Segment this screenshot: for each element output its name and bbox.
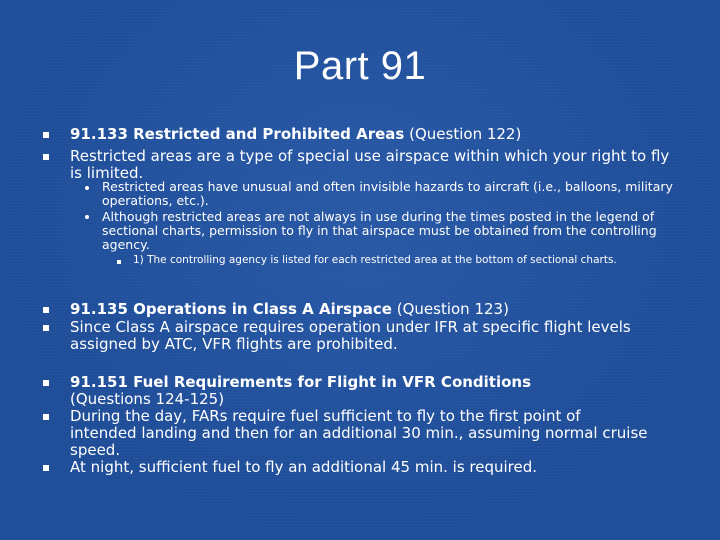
square-bullet-icon — [43, 307, 49, 313]
sub-bullet-text: Restricted areas have unusual and often invisible hazards to aircraft (i.e., balloons, military operations, etc.). — [102, 179, 673, 208]
square-bullet-icon — [43, 380, 49, 386]
section-number-title: 91.151 Fuel Requirements for Flight in VFR Conditions — [70, 373, 532, 391]
square-bullet-icon — [43, 465, 49, 471]
section-question-ref: (Question 122) — [404, 125, 522, 143]
square-bullet-icon — [43, 414, 49, 420]
section-question-ref: (Questions 124-125) — [70, 390, 225, 408]
round-bullet-icon — [85, 186, 89, 190]
square-bullet-icon — [43, 325, 49, 331]
section-number-title: 91.135 Operations in Class A Airspace — [70, 300, 392, 318]
bullet-text: Restricted areas are a type of special use airspace within which your right to fly is limited. — [70, 147, 670, 182]
bullet-text: At night, sufficient fuel to fly an additional 45 min. is required. — [70, 458, 538, 476]
section-question-ref: (Question 123) — [391, 300, 509, 318]
bullet-text: During the day, FARs require fuel sufficient to fly to the first point of intended landing and then for an additional 30 min., assuming normal cruise speed. — [70, 407, 648, 459]
slide-title: Part 91 — [293, 44, 427, 88]
square-bullet-icon — [43, 154, 49, 160]
sub-sub-bullet-text: 1) The controlling agency is listed for each restricted area at the bottom of sectional charts. — [133, 254, 617, 266]
section-heading-91-151 — [70, 374, 590, 408]
square-bullet-icon — [43, 132, 49, 138]
sub-bullet-text: Although restricted areas are not always in use during the times posted in the legend of sectional charts, permission to fly in that airspace must be obtained from the controlling agency. — [102, 209, 657, 252]
section-number-title: 91.133 Restricted and Prohibited Areas — [70, 125, 405, 143]
square-bullet-icon — [117, 260, 121, 264]
round-bullet-icon — [85, 215, 89, 219]
section-heading-91-133 — [70, 126, 690, 143]
section-heading-91-135 — [70, 301, 690, 318]
bullet-text: Since Class A airspace requires operation under IFR at specific flight levels assigned by ATC, VFR flights are prohibited. — [70, 318, 631, 353]
